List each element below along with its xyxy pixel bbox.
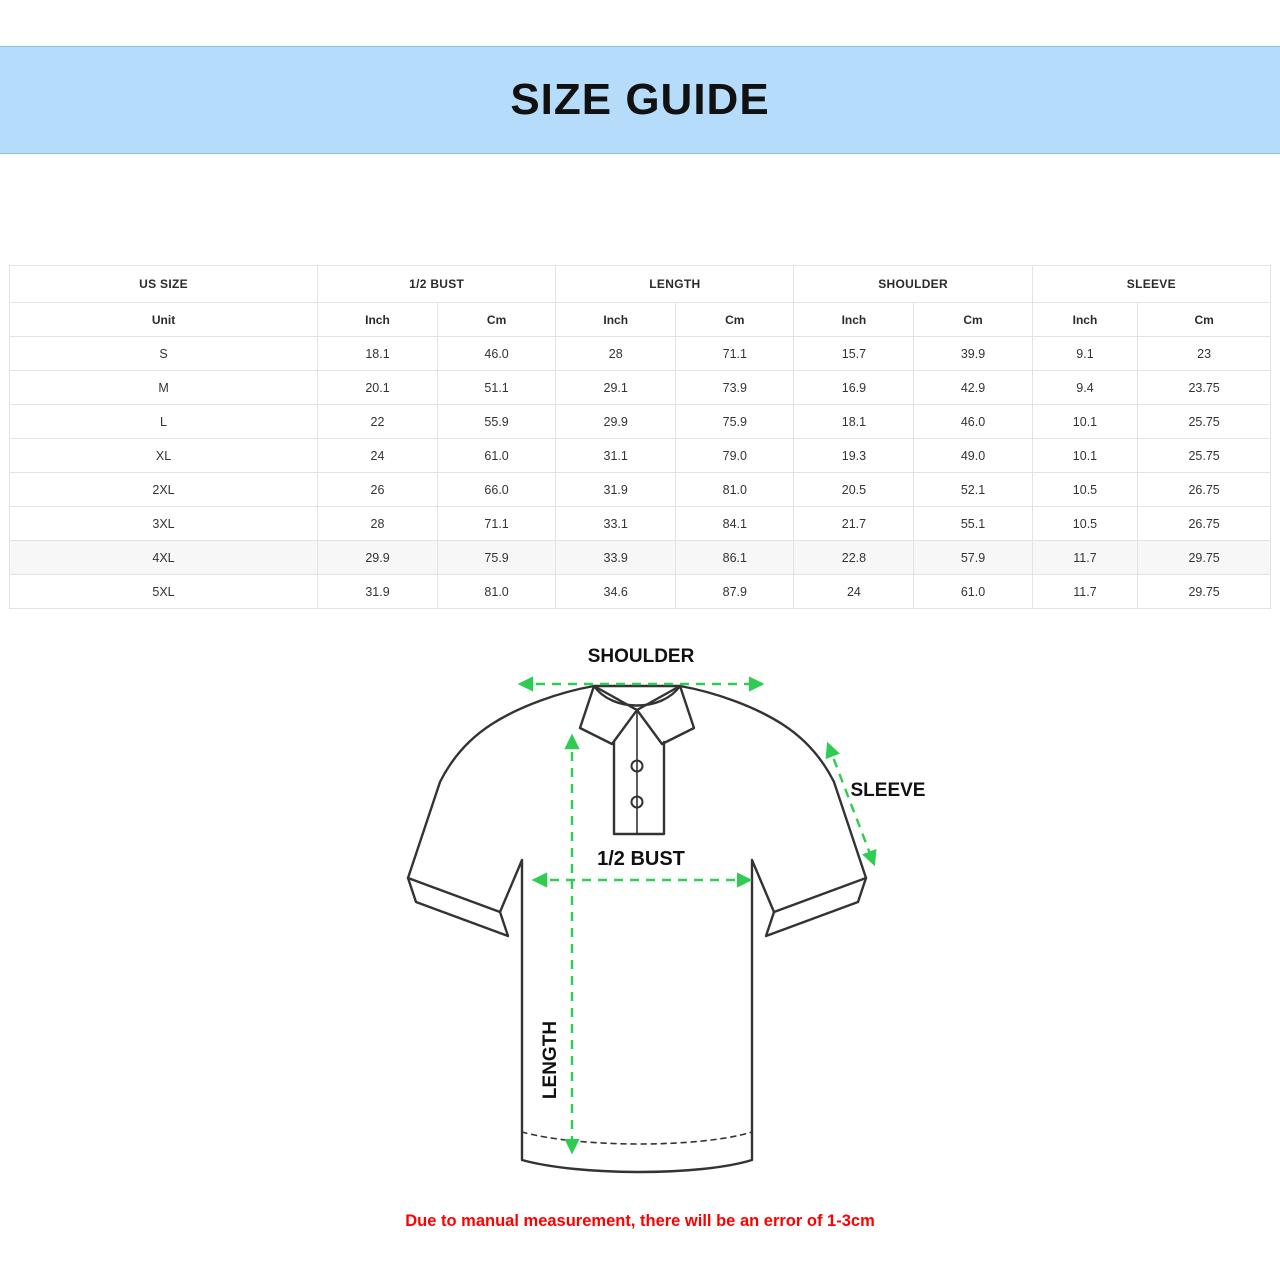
cell-shoulder-inch: 15.7 [794, 337, 914, 371]
cell-length-inch: 33.9 [556, 541, 676, 575]
cell-shoulder-cm: 61.0 [914, 575, 1032, 609]
header-half-bust: 1/2 BUST [318, 266, 556, 303]
sleeve-measure-arrow [828, 744, 874, 864]
cell-shoulder-cm: 57.9 [914, 541, 1032, 575]
cell-shoulder-cm: 52.1 [914, 473, 1032, 507]
cell-shoulder-inch: 16.9 [794, 371, 914, 405]
cell-shoulder-inch: 22.8 [794, 541, 914, 575]
header-length: LENGTH [556, 266, 794, 303]
cell-bust-inch: 22 [318, 405, 438, 439]
cell-size: XL [10, 439, 318, 473]
cell-sleeve-cm: 25.75 [1138, 405, 1271, 439]
cell-bust-inch: 31.9 [318, 575, 438, 609]
measurement-diagram [0, 620, 1280, 1200]
page-header-banner [0, 46, 1280, 154]
cell-length-inch: 29.9 [556, 405, 676, 439]
cell-size: L [10, 405, 318, 439]
cell-length-cm: 86.1 [676, 541, 794, 575]
cell-length-cm: 79.0 [676, 439, 794, 473]
cell-size: M [10, 371, 318, 405]
label-sleeve: SLEEVE [850, 780, 926, 801]
cell-bust-cm: 75.9 [437, 541, 555, 575]
cell-sleeve-inch: 10.5 [1032, 473, 1138, 507]
cell-shoulder-cm: 46.0 [914, 405, 1032, 439]
cell-length-cm: 73.9 [676, 371, 794, 405]
table-row [10, 473, 1271, 507]
cell-shoulder-inch: 19.3 [794, 439, 914, 473]
cell-shoulder-inch: 24 [794, 575, 914, 609]
cell-shoulder-cm: 49.0 [914, 439, 1032, 473]
cell-size: 2XL [10, 473, 318, 507]
cell-bust-inch: 29.9 [318, 541, 438, 575]
cell-shoulder-cm: 39.9 [914, 337, 1032, 371]
cell-length-inch: 29.1 [556, 371, 676, 405]
cell-shoulder-cm: 42.9 [914, 371, 1032, 405]
cell-size: S [10, 337, 318, 371]
cell-bust-cm: 51.1 [437, 371, 555, 405]
unit-bust-cm: Cm [437, 303, 555, 337]
unit-shoulder-inch: Inch [794, 303, 914, 337]
unit-length-inch: Inch [556, 303, 676, 337]
cell-sleeve-cm: 26.75 [1138, 507, 1271, 541]
cell-size: 4XL [10, 541, 318, 575]
table-row [10, 371, 1271, 405]
cell-sleeve-inch: 11.7 [1032, 575, 1138, 609]
table-row [10, 541, 1271, 575]
table-row [10, 507, 1271, 541]
unit-sleeve-cm: Cm [1138, 303, 1271, 337]
label-length: LENGTH [540, 1020, 561, 1100]
table-row [10, 405, 1271, 439]
cell-sleeve-inch: 10.1 [1032, 405, 1138, 439]
cell-bust-inch: 28 [318, 507, 438, 541]
cell-bust-cm: 71.1 [437, 507, 555, 541]
label-shoulder: SHOULDER [587, 646, 695, 667]
label-half-bust: 1/2 BUST [597, 848, 685, 870]
cell-sleeve-inch: 11.7 [1032, 541, 1138, 575]
header-sleeve: SLEEVE [1032, 266, 1270, 303]
unit-sleeve-inch: Inch [1032, 303, 1138, 337]
cell-length-cm: 87.9 [676, 575, 794, 609]
table-row [10, 575, 1271, 609]
cell-shoulder-inch: 21.7 [794, 507, 914, 541]
cell-sleeve-inch: 9.1 [1032, 337, 1138, 371]
cell-shoulder-inch: 18.1 [794, 405, 914, 439]
cell-bust-inch: 24 [318, 439, 438, 473]
cell-length-cm: 75.9 [676, 405, 794, 439]
cell-sleeve-inch: 10.5 [1032, 507, 1138, 541]
cell-sleeve-cm: 29.75 [1138, 541, 1271, 575]
cell-bust-cm: 81.0 [437, 575, 555, 609]
cell-length-inch: 31.1 [556, 439, 676, 473]
unit-length-cm: Cm [676, 303, 794, 337]
unit-label: Unit [10, 303, 318, 337]
size-table-head [10, 266, 1271, 303]
cell-length-inch: 28 [556, 337, 676, 371]
size-table [9, 265, 1271, 609]
measurement-error-note: Due to manual measurement, there will be an error of 1-3cm [405, 1212, 875, 1230]
cell-length-cm: 71.1 [676, 337, 794, 371]
cell-bust-inch: 26 [318, 473, 438, 507]
cell-shoulder-cm: 55.1 [914, 507, 1032, 541]
cell-bust-cm: 46.0 [437, 337, 555, 371]
table-unit-row [10, 303, 1271, 337]
cell-sleeve-inch: 9.4 [1032, 371, 1138, 405]
unit-shoulder-cm: Cm [914, 303, 1032, 337]
cell-sleeve-cm: 26.75 [1138, 473, 1271, 507]
table-row [10, 439, 1271, 473]
header-shoulder: SHOULDER [794, 266, 1032, 303]
size-table-body [10, 303, 1271, 609]
header-us-size: US SIZE [10, 266, 318, 303]
cell-sleeve-cm: 29.75 [1138, 575, 1271, 609]
cell-sleeve-cm: 25.75 [1138, 439, 1271, 473]
unit-bust-inch: Inch [318, 303, 438, 337]
cell-shoulder-inch: 20.5 [794, 473, 914, 507]
cell-length-inch: 33.1 [556, 507, 676, 541]
cell-bust-inch: 20.1 [318, 371, 438, 405]
cell-length-inch: 34.6 [556, 575, 676, 609]
cell-size: 5XL [10, 575, 318, 609]
cell-sleeve-cm: 23.75 [1138, 371, 1271, 405]
cell-bust-cm: 66.0 [437, 473, 555, 507]
cell-sleeve-inch: 10.1 [1032, 439, 1138, 473]
table-row [10, 337, 1271, 371]
polo-shirt-illustration [408, 686, 866, 1172]
cell-bust-cm: 61.0 [437, 439, 555, 473]
cell-size: 3XL [10, 507, 318, 541]
cell-length-cm: 81.0 [676, 473, 794, 507]
cell-sleeve-cm: 23 [1138, 337, 1271, 371]
cell-length-inch: 31.9 [556, 473, 676, 507]
cell-bust-cm: 55.9 [437, 405, 555, 439]
cell-length-cm: 84.1 [676, 507, 794, 541]
table-group-header-row [10, 266, 1271, 303]
cell-bust-inch: 18.1 [318, 337, 438, 371]
size-table-container [9, 265, 1271, 609]
page-title: SIZE GUIDE [510, 75, 770, 124]
